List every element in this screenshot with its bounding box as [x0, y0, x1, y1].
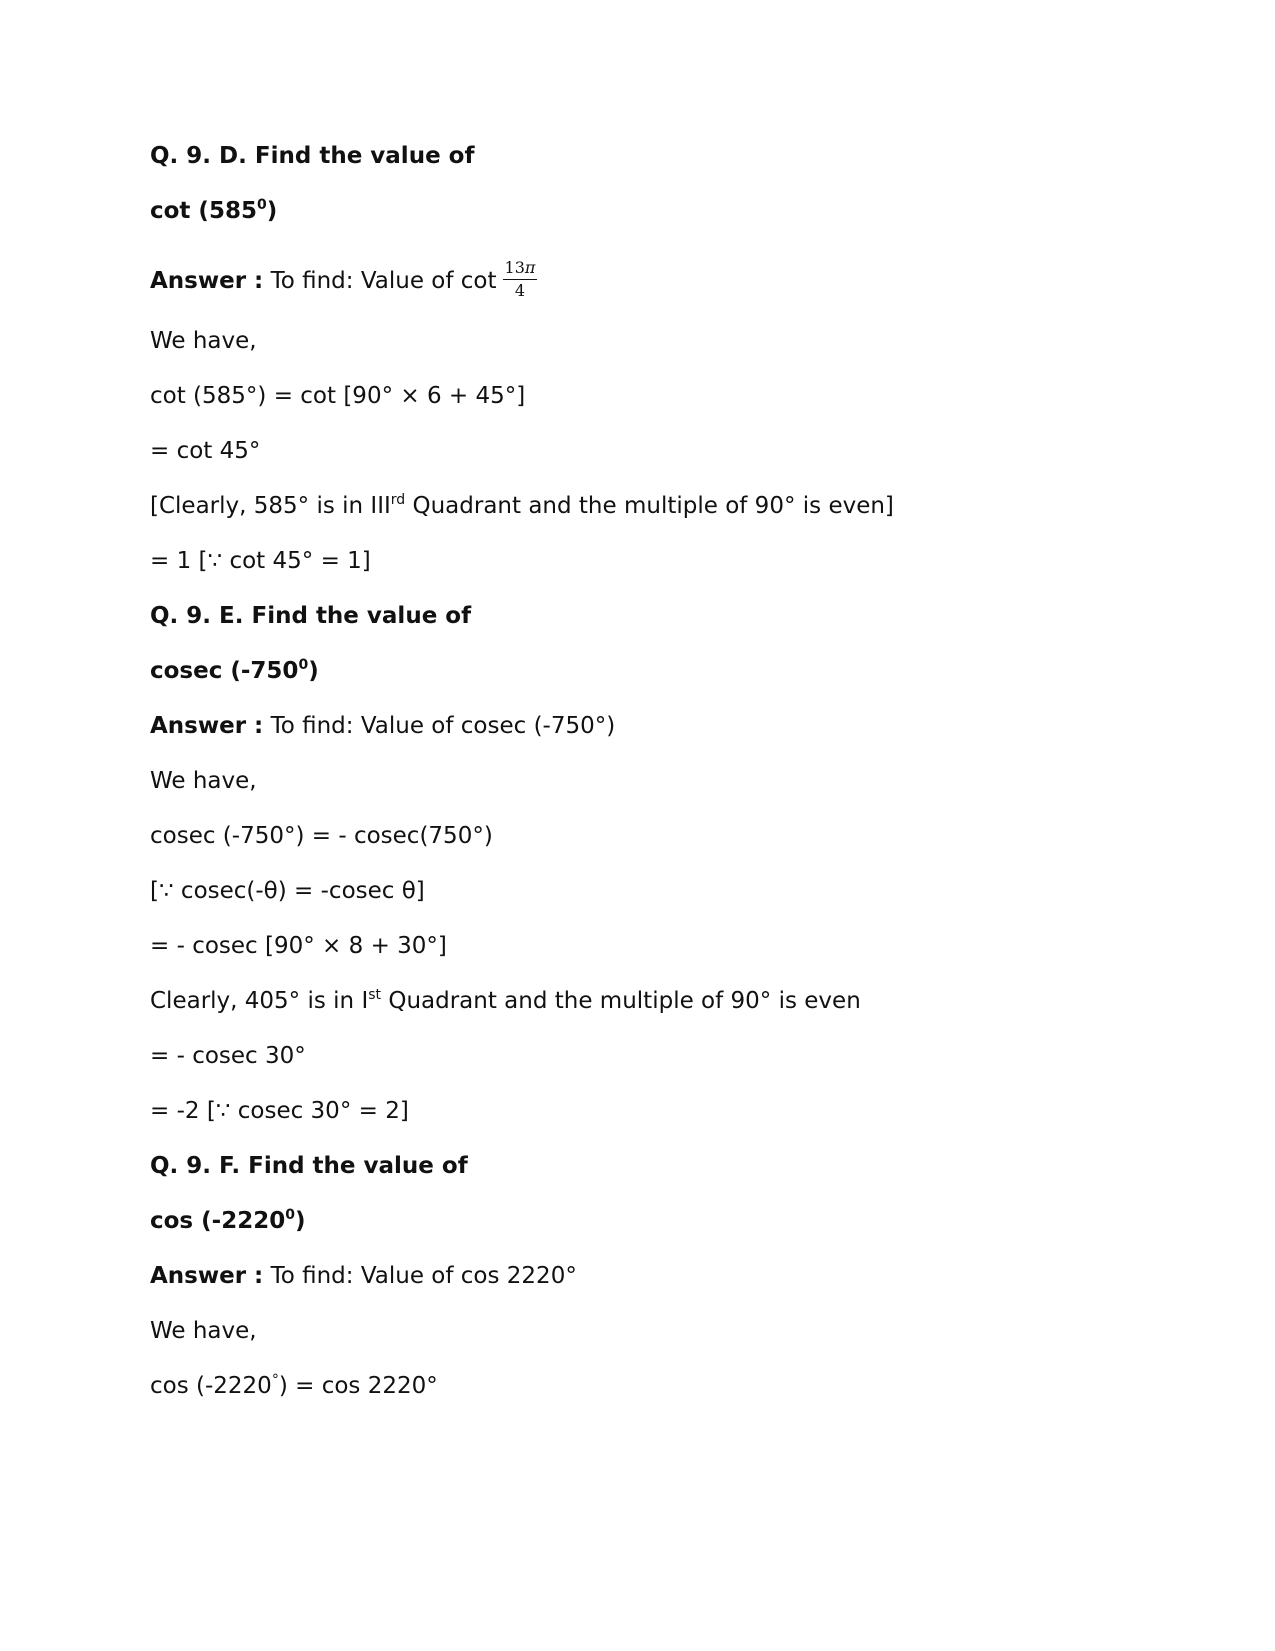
answer-label: Answer : — [150, 268, 264, 294]
solution-step: = cot 45° — [150, 438, 261, 464]
we-have-text: We have, — [150, 1318, 257, 1344]
solution-step: cosec (-750°) = - cosec(750°) — [150, 823, 493, 849]
solution-step: cos (-2220°) = cos 2220° — [150, 1372, 438, 1399]
question-9f-expression: cos (-2220$^0$) — [150, 1207, 306, 1234]
question-9d-answer — [150, 258, 537, 302]
question-9d-expression: $\cot (585^0)$ — [150, 197, 278, 224]
question-9e-expression: cosec $(-750^0)$ — [150, 657, 319, 684]
answer-text: To find: Value of cos 2220° — [270, 1263, 577, 1289]
question-9e-answer — [150, 711, 615, 741]
question-9f-heading: Q. 9. F. Find the value of — [150, 1153, 468, 1179]
identity-note: [∵ cosec(-θ) = -cosec θ] — [150, 878, 425, 904]
solution-result: = -2 [∵ cosec 30° = 2] — [150, 1098, 409, 1124]
question-9f-answer — [150, 1261, 577, 1291]
answer-text: To find: Value of cosec (-750°) — [270, 713, 616, 739]
fraction-13pi-over-4: $\frac{13\pi}{4}$ — [504, 258, 536, 300]
solution-step: = - cosec 30° — [150, 1043, 306, 1069]
answer-label: Answer : — [150, 1263, 264, 1289]
we-have-text: We have, — [150, 768, 257, 794]
quadrant-note: Clearly, 405° is in Ist Quadrant and the multiple of 90° is even — [150, 987, 861, 1014]
solution-step: cot (585°) = cot [90° × 6 + 45°] — [150, 383, 526, 409]
we-have-text: We have, — [150, 328, 257, 354]
solution-result: = 1 [∵ cot 45° = 1] — [150, 548, 371, 574]
answer-label: Answer : — [150, 713, 264, 739]
question-9d-heading: Q. 9. D. Find the value of — [150, 143, 475, 169]
answer-text: To find: Value of cot — [270, 268, 497, 294]
question-9e-heading: Q. 9. E. Find the value of — [150, 603, 472, 629]
quadrant-note: [Clearly, 585° is in IIIrd Quadrant and the multiple of 90° is even] — [150, 492, 894, 519]
solution-step: = - cosec [90° × 8 + 30°] — [150, 933, 447, 959]
